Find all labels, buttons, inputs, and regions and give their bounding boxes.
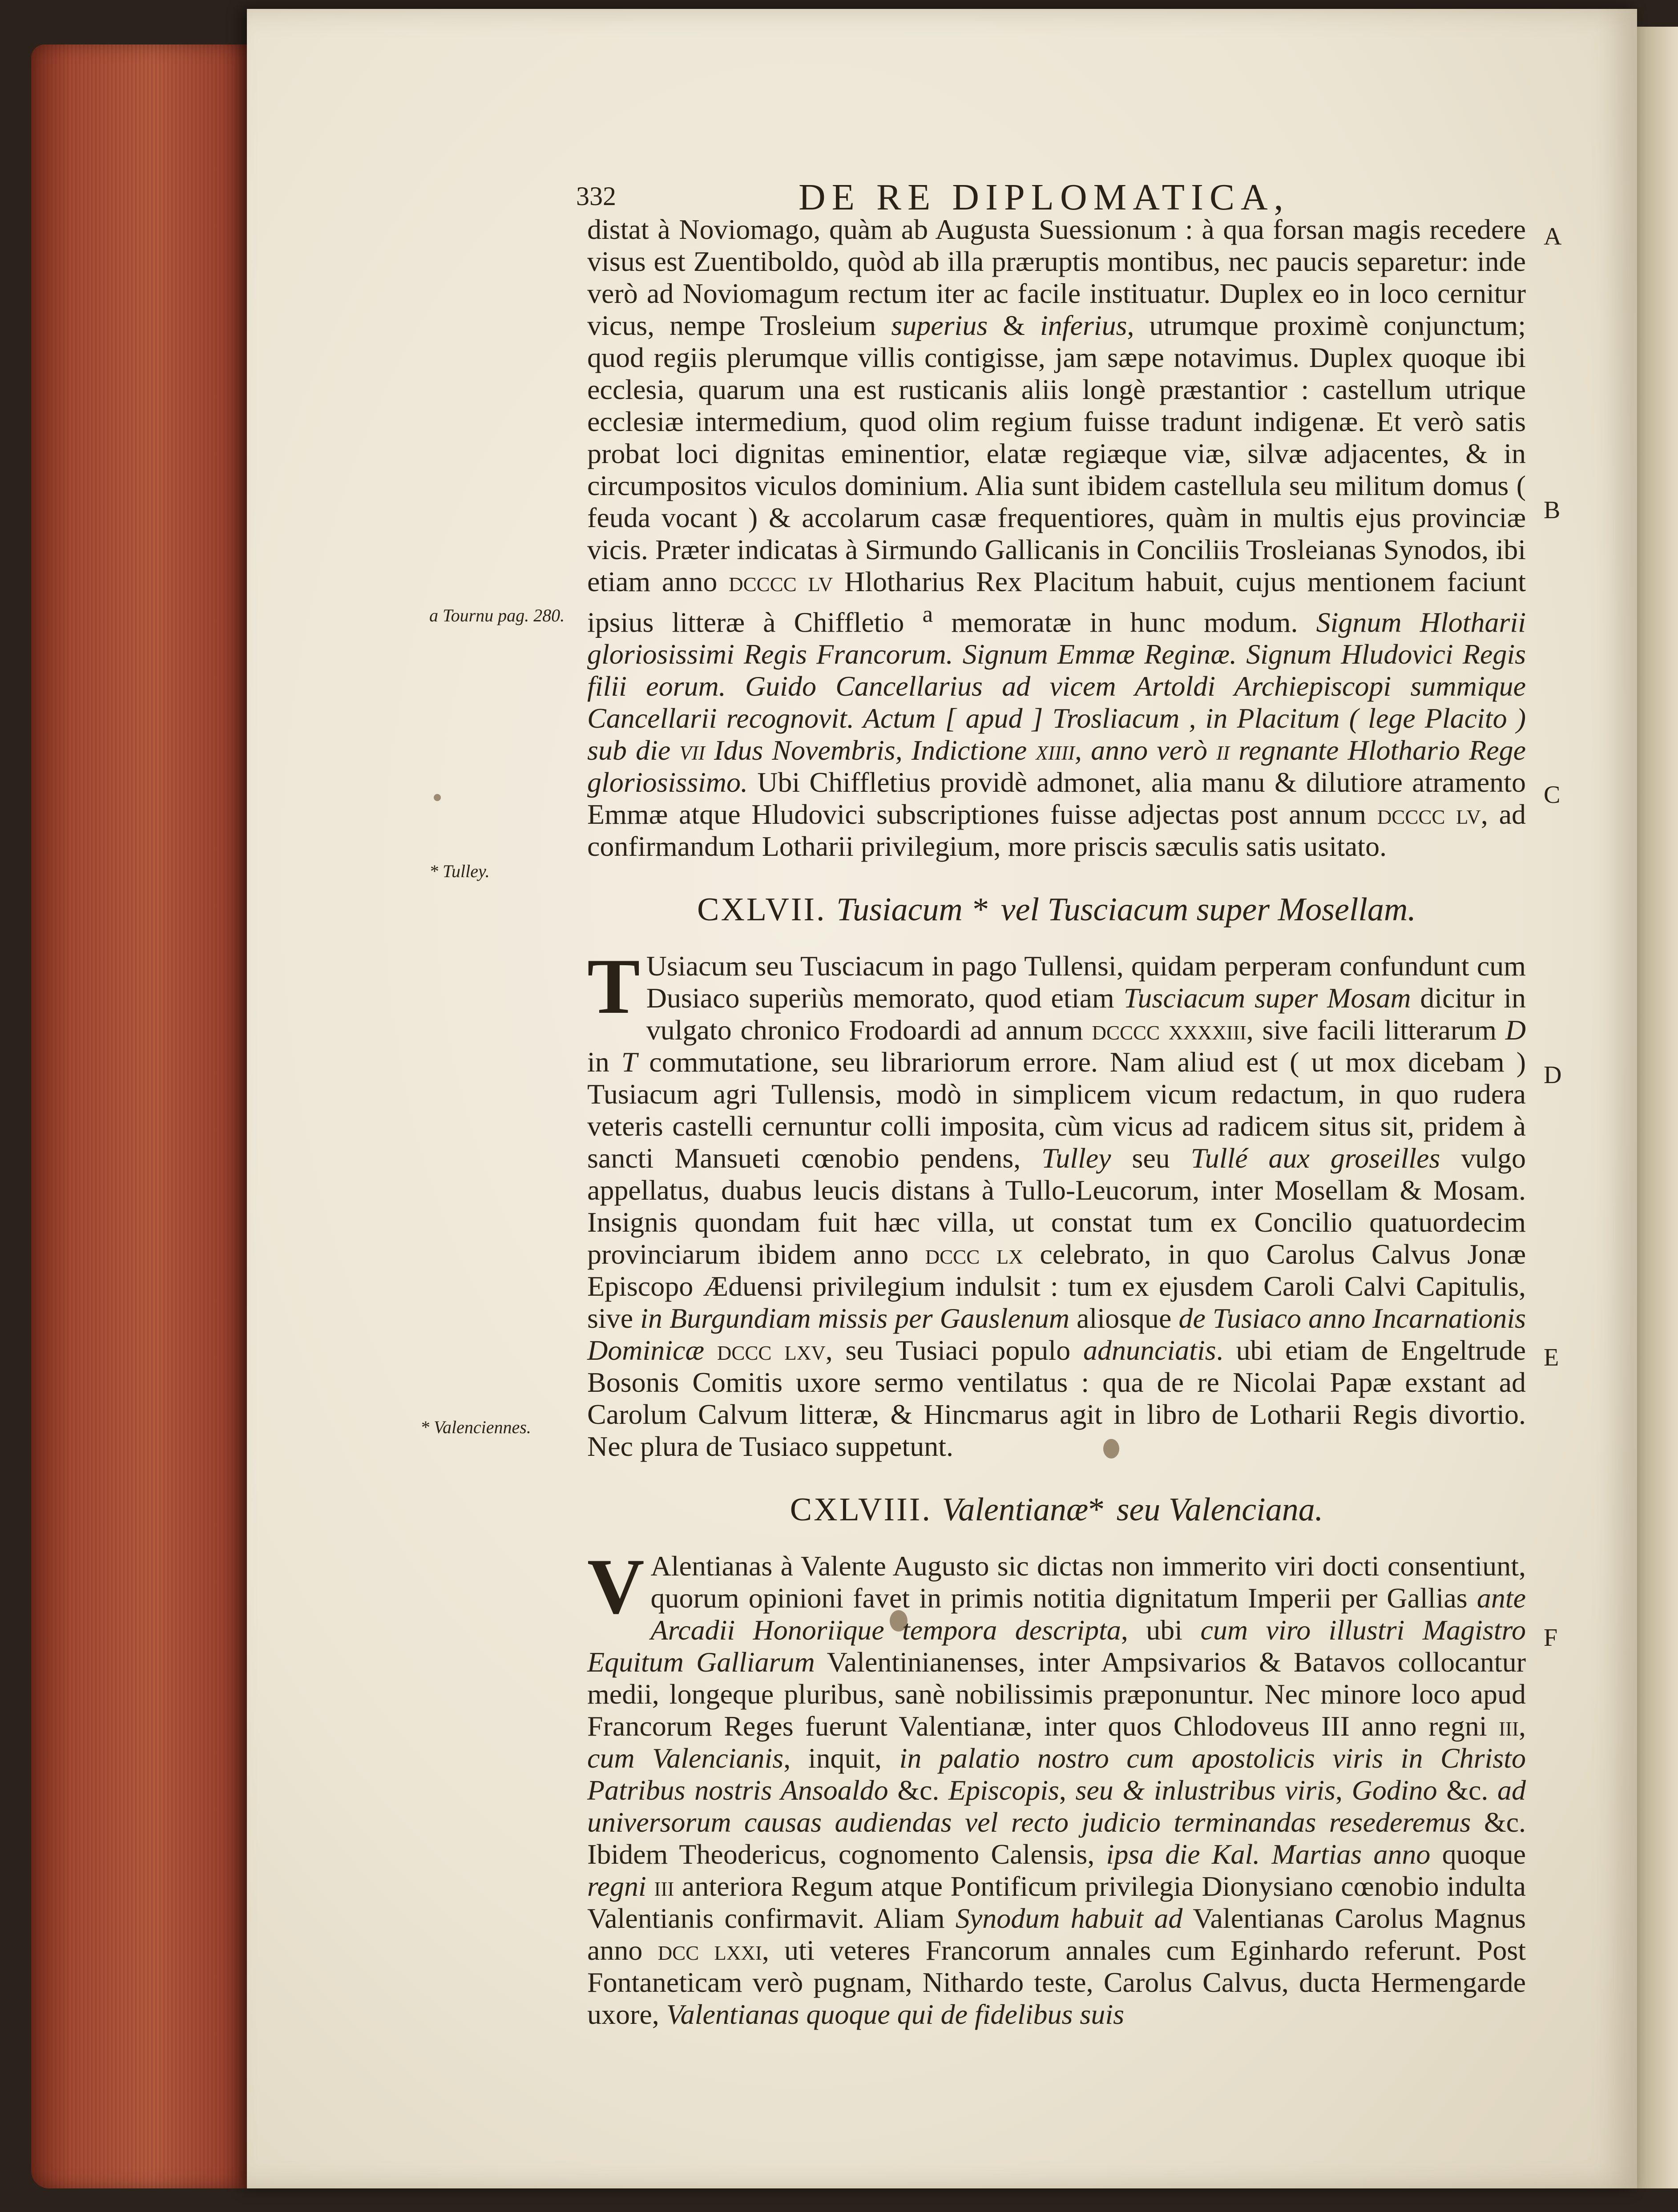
- facing-page-edge: [1637, 27, 1678, 2188]
- paragraph-troslei: distat à Noviomago, quàm ab Augusta Suessionum : à qua forsan magis recedere visus est Zuentiboldo, quòd ab illa præruptis montibus, nec paucis separetur: inde verò ad Noviomagum rectum iter ac facile instituatur. Duplex eo in loco cernitur vicus, nempe Trosleium superius & inferius, utrumque proximè conjunctum; quod regiis plerumque villis contigisse, jam sæpe notavimus. Duplex quoque ibi ecclesia, quarum una est rusticanis aliis longè præstantior : castellum utrique ecclesiæ intermedium, quod olim regium fuisse tradunt indigenæ. Et verò satis probat loci dignitas eminentior, elatæ regiæque viæ, silvæ adjacentes, & in circumpositos viculos dominium. Alia sunt ibidem castellula seu militum domus ( feuda vocant ) & accolarum casæ frequentiores, quàm in multis ejus provinciæ vicis. Præter indicatas à Sirmundo Gallicanis in Conciliis Trosleianas Synodos, ibi etiam anno dcccc lv Hlotharius Rex Placitum habuit, cujus mentionem faciunt ipsius litteræ à Chiffletio $^a$ memoratæ in hunc modum. Signum Hlotharii gloriosissimi Regis Francorum. Signum Emmæ Reginæ. Signum Hludovici Regis filii eorum. Guido Cancellarius ad vicem Artoldi Archiepiscopi summique Cancellarii recognovit. Actum [ apud ] Trosliacum , in Placitum ( lege Placito ) sub die vii Idus Novembris, Indictione xiiii, anno verò ii regnante Hlothario Rege gloriosissimo. Ubi Chiffletius providè admonet, alia manu & dilutiore atramento Emmæ atque Hludovici subscriptiones fuisse adjectas post annum dcccc lv, ad confirmandum Lotharii privilegium, more priscis sæculis satis usitato.: [587, 214, 1526, 862]
- margin-note-tournu: a Tournu pag. 280.: [429, 605, 565, 625]
- section-letter-d: D: [1544, 1061, 1562, 1089]
- book-page-edges: [31, 44, 254, 2188]
- section-heading-148: CXLVIII. Valentianæ* seu Valenciana.: [790, 1491, 1323, 1528]
- page-number: 332: [576, 181, 616, 211]
- paragraph-valentianae: V Alentianas à Valente Augusto sic dictas non immerito viri docti consentiunt, quorum opinioni favet in primis notitia dignitatum Imperii per Gallias ante Arcadii Honoriique tempora descripta, ubi cum viro illustri Magistro Equitum Galliarum Valentinianenses, inter Ampsivarios & Batavos collocantur medii, longeque pluribus, sanè nobilissimis præponuntur. Nec minore loco apud Francorum Reges fuerunt Valentianæ, inter quos Chlodoveus III anno regni iii, cum Valencianis, inquit, in palatio nostro cum apostolicis viris in Christo Patribus nostris Ansoaldo &c. Episcopis, seu & inlustribus viris, Godino &c. ad universorum causas audiendas vel recto judicio terminandas resederemus &c. Ibidem Theodericus, cognomento Calensis, ipsa die Kal. Martias anno quoque regni iii anteriora Regum atque Pontificum privilegia Dionysiano cœnobio indulta Valentianis confirmavit. Aliam Synodum habuit ad Valentianas Carolus Magnus anno dcc lxxi, uti veteres Francorum annales cum Eginhardo referunt. Post Fontaneticam verò pugnam, Nithardo teste, Carolus Calvus, ducta Hermengarde uxore, Valentianas quoque qui de fidelibus suis: [587, 1542, 1526, 2031]
- section-letter-c: C: [1544, 781, 1561, 809]
- drop-cap-t: T: [587, 942, 640, 1031]
- section-letter-e: E: [1544, 1344, 1559, 1371]
- section-letter-b: B: [1544, 496, 1561, 524]
- paragraph-tusiacum: T Usiacum seu Tusciacum in pago Tullensi, quidam perperam confundunt cum Dusiaco superiùs memorato, quod etiam Tusciacum super Mosam dicitur in vulgato chronico Frodoardi ad annum dcccc xxxxiii, sive facili litterarum D in T commutatione, seu librariorum errore. Nam aliud est ( ut mox dicebam ) Tusiacum agri Tullensis, modò in simplicem vicum redactum, in quo rudera veteris castelli cernuntur colli imposita, cùm vicus ad radicem situs sit, pridem à sancti Mansueti cœnobio pendens, Tulley seu Tullé aux groseilles vulgo appellatus, duabus leucis distans à Tullo-Leucorum, inter Mosellam & Mosam. Insignis quondam fuit hæc villa, ut constat tum ex Concilio quatuordecim provinciarum ibidem anno dccc lx celebrato, in quo Carolus Calvus Jonæ Episcopo Æduensi privilegium indulsit : tum ex ejusdem Caroli Calvi Capitulis, sive in Burgundiam missis per Gauslenum aliosque de Tusiaco anno Incarnationis Dominicæ dccc lxv, seu Tusiaci populo adnunciatis. ubi etiam de Engeltrude Bosonis Comitis uxore sermo ventilatus : qua de re Nicolai Papæ exstant ad Carolum Calvum litteræ, & Hincmarus agit in libro de Lotharii Regis divortio. Nec plura de Tusiaco suppetunt.: [587, 942, 1526, 1463]
- section-letter-f: F: [1544, 1624, 1558, 1652]
- page-title: DE RE DIPLOMATICA,: [799, 177, 1290, 218]
- section-heading-147: CXLVII. Tusiacum * vel Tusciacum super Mosellam.: [697, 891, 1416, 928]
- ink-stain: [434, 794, 441, 801]
- running-head: [576, 176, 1533, 218]
- drop-cap-v: V: [587, 1542, 645, 1631]
- margin-note-tulley: * Tulley.: [429, 861, 490, 881]
- text-body: [587, 214, 1526, 2031]
- section-letter-a: A: [1544, 223, 1562, 250]
- margin-note-valenciennes: * Valenciennes.: [420, 1417, 531, 1437]
